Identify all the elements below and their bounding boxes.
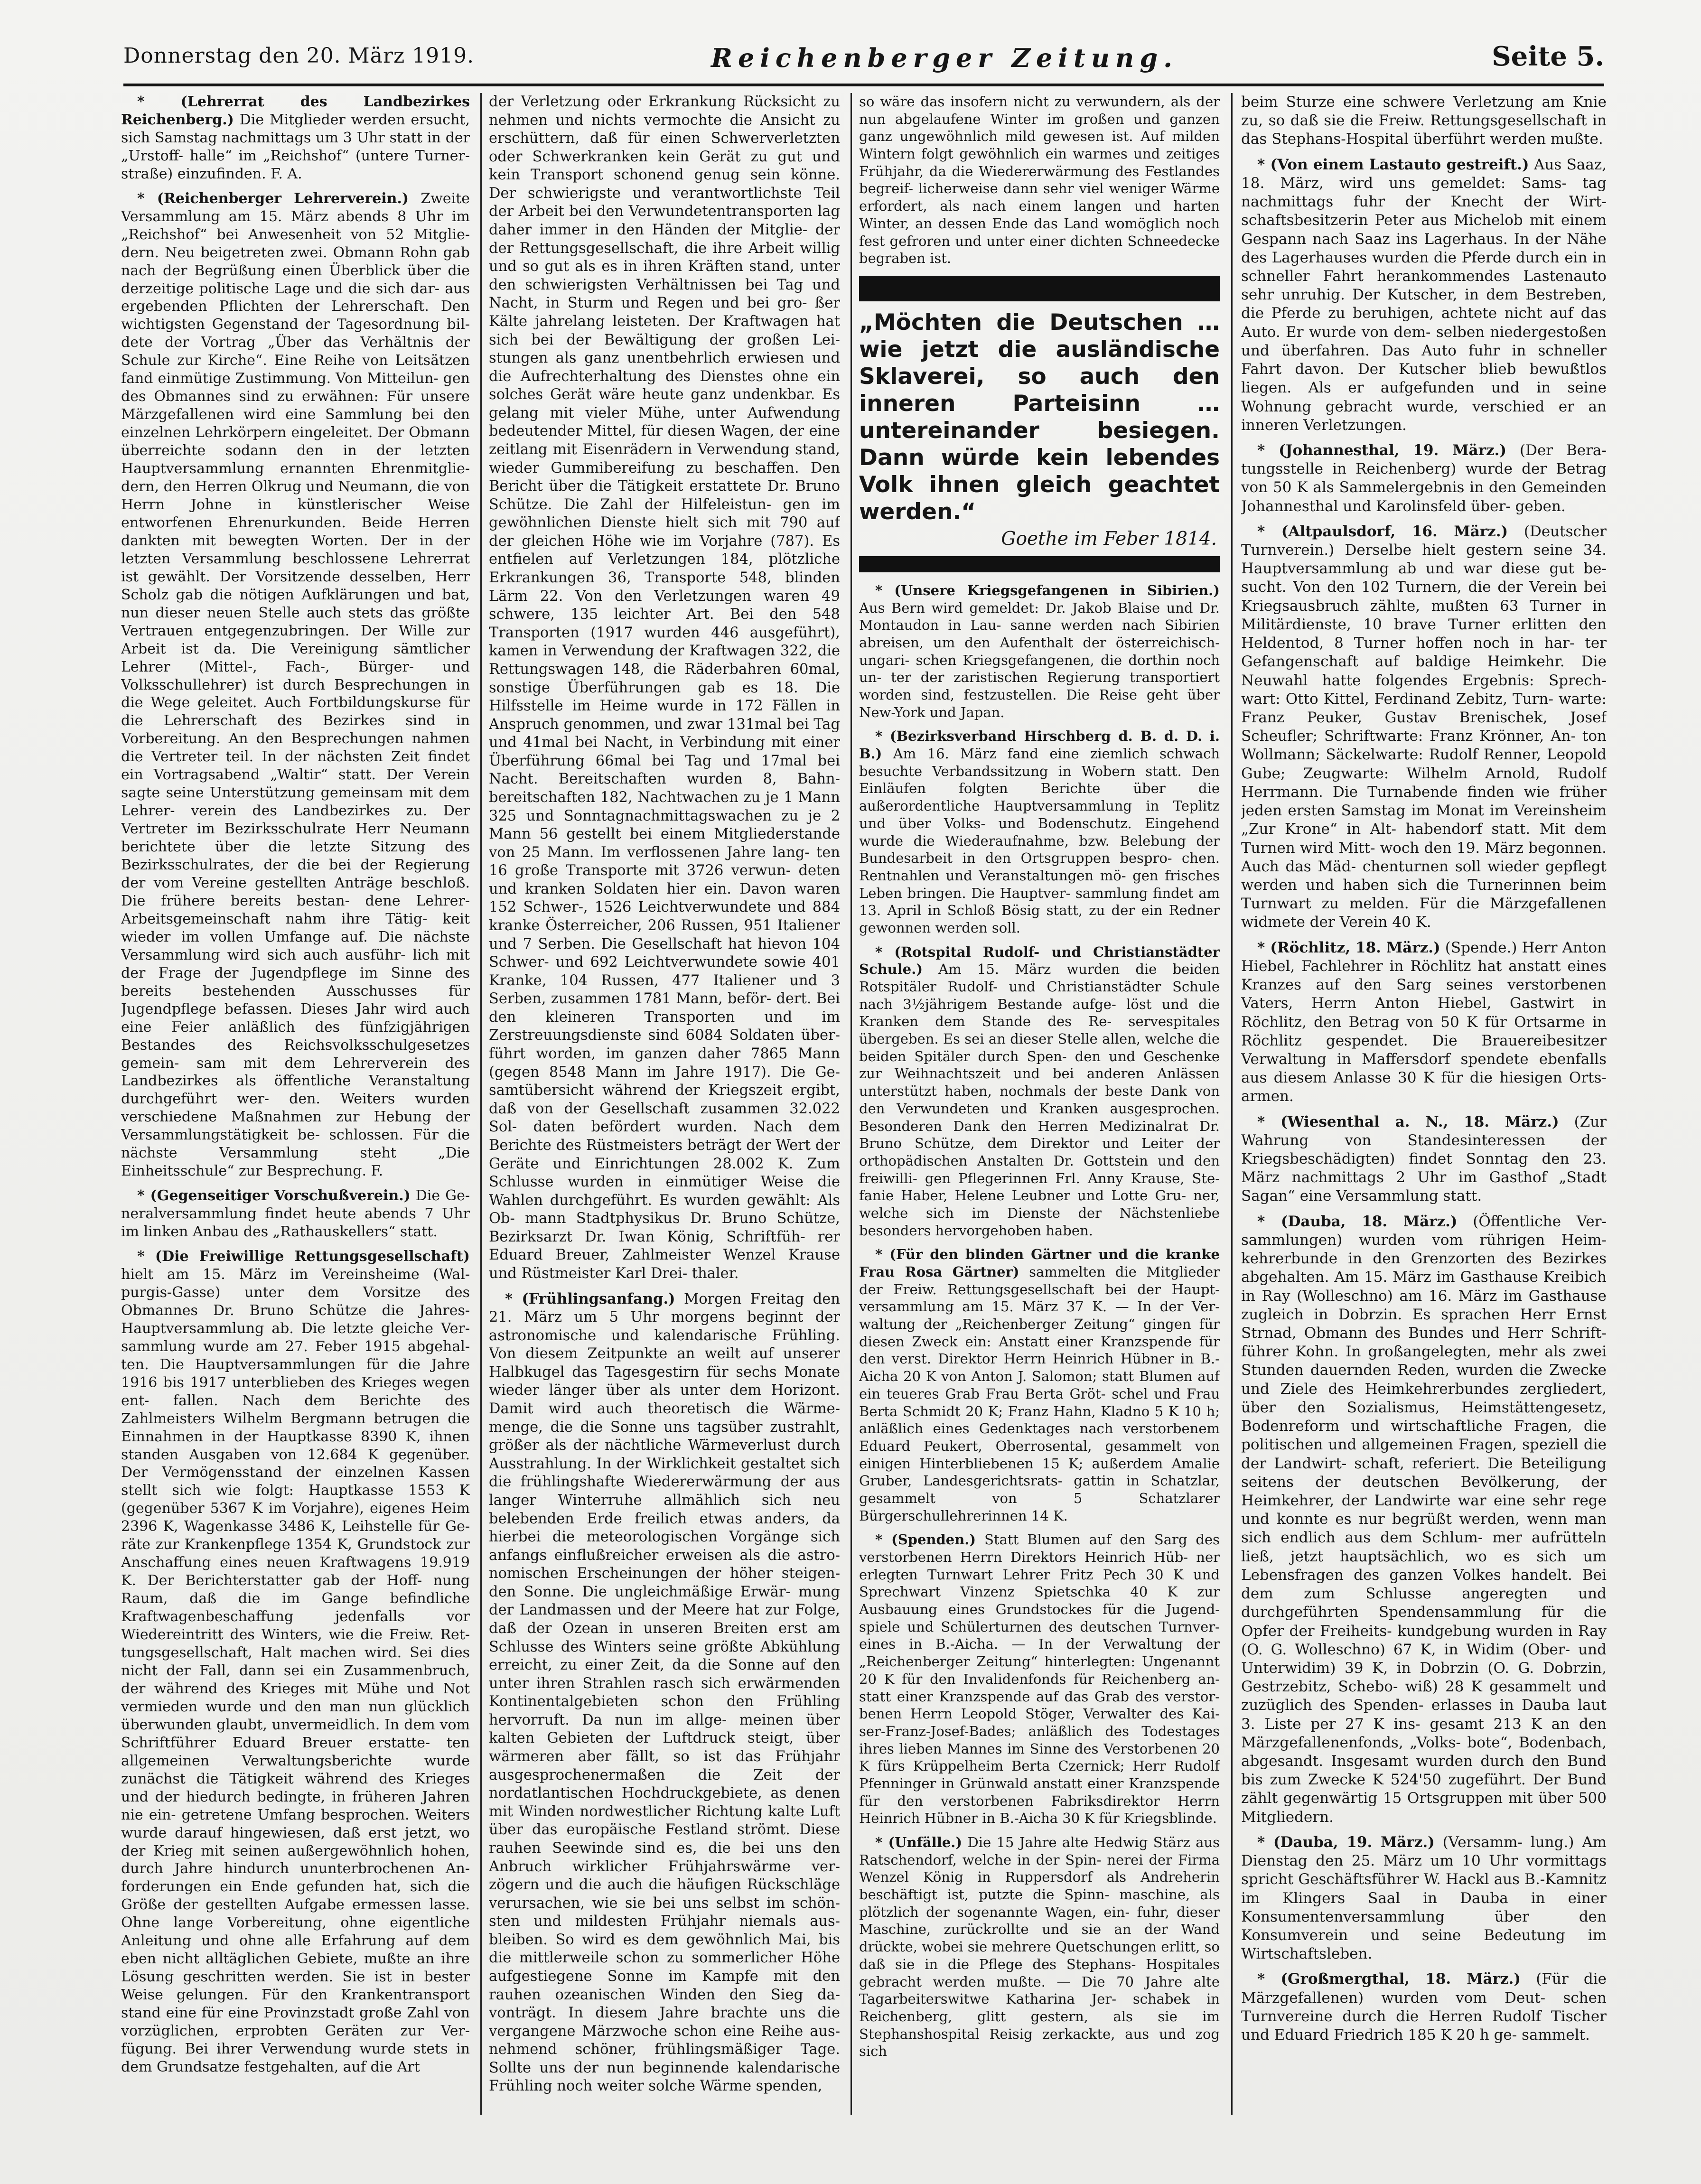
news-article bbox=[1241, 1833, 1607, 1964]
article-body: (Der Bera- tungsstelle in Reichenberg) wurde der Betrag von 50 K als Sammelergebnis in den Gemeinden Johannesthal und Karolinsfeld über- geben. bbox=[1241, 441, 1607, 515]
issue-date: Donnerstag den 20. März 1919. bbox=[123, 44, 475, 68]
article-headline: * (Johannesthal, 19. März.) bbox=[1257, 441, 1507, 459]
article-body: (Versamm- lung.) Am Dienstag den 25. März um 10 Uhr vormittags spricht Geschäftsführer W. Hackl aus B.-Kamnitz im Klingers Saal in Dauba in einer Konsumentenversammlung über den Konsumverein und seine Bedeutung im Wirtschaftsleben. bbox=[1241, 1833, 1607, 1963]
article-body: Am 15. März wurden die beiden Rotspitäler Rudolf- und Christianstädter Schule nach 3½jährigem Bestande aufge- löst und die Kranken dem Stande des Re- servespitales übergeben. Es sei an dieser Stelle allen, welche die beiden Spitäler durch Spen- den und Geschenke zur Weihnachtszeit und bei anderen Anlässen unterstützt haben, nochmals der beste Dank von den Verwundeten und Kranken ausgesprochen. Besonderen Dank den Herren Medizinalrat Dr. Bruno Schütze, dem Direktor und Leiter der orthopädischen Anstalten Dr. Gottstein und den freiwilli- gen Pflegerinnen Frl. Anny Krause, Ste- fanie Haber, Helene Leubner und Lotte Gru- ner, welche sich im Dienste der Nächstenliebe besonders hervorgehoben haben. bbox=[859, 961, 1220, 1239]
news-article bbox=[1241, 1970, 1607, 2044]
page-number: Seite 5. bbox=[1492, 41, 1604, 72]
article-body: (Für die Märzgefallenen) wurden vom Deut- schen Turnvereine durch die Herren Rudolf Tischer und Eduard Friedrich 185 K 20 h ge- sammelt. bbox=[1241, 1970, 1607, 2044]
news-article bbox=[489, 1290, 840, 2096]
article-body: Aus Saaz, 18. März, wird uns gemeldet: Sams- tag nachmittags fuhr der Knecht der Wirt- schaftsbesitzerin Peter aus Michelob mit einem Gespann nach Saaz ins Lagerhaus. In der Nähe des Lagerhauses wurden die Pferde durch ein in schneller Fahrt herankommendes Lastenauto sehr unruhig. Der Kutscher, in dem Bestreben, die Pferde zu beruhigen, achtete nicht auf das Auto. Er wurde von dem- selben niedergestoßen und überfahren. Das Auto fuhr in schneller Fahrt davon. Der Kutscher blieb bewußtlos liegen. Als er aufgefunden und in seine Wohnung gebracht wurde, verschied er an inneren Verletzungen. bbox=[1241, 156, 1607, 434]
news-article bbox=[859, 1246, 1220, 1524]
news-article bbox=[1241, 523, 1607, 932]
article-headline: * (Rotspital Rudolf- und Christianstädter Schule.) bbox=[859, 943, 1220, 978]
article-body: Die Ge- neralversammlung findet heute abends 7 Uhr im linken Anbau des „Rathauskellers“ statt. bbox=[121, 1187, 470, 1241]
article-headline: * (Röchlitz, 18. März.) bbox=[1257, 939, 1440, 956]
article-headline: * (Dauba, 19. März.) bbox=[1257, 1833, 1435, 1851]
article-body: (Zur Wahrung von Standesinteressen der Kriegsbeschädigten) findet Sonntag den 23. März nachmittags 2 Uhr im Gasthof „Stadt Sagan“ eine Versammlung statt. bbox=[1241, 1113, 1607, 1205]
article-headline: * (Gegenseitiger Vorschußverein.) bbox=[137, 1187, 411, 1204]
article-body: der Verletzung oder Erkrankung Rücksicht zu nehmen und nichts vermochte die Ansicht zu erschüttern, daß für einen Schwerverletzten oder Schwerkranken kein Gerät zu gut und kein Transport schonend genug sein könne. Der schwierigste und verantwortlichste Teil der Arbeit bei den Verwundetentransporten lag daher immer in den Händen der Mitglie- der der Rettungsgesellschaft, die ihre Arbeit willig und so gut als es in ihren Kräften stand, unter den schwierigsten Verhältnissen bei Tag und Nacht, in Sturm und Regen und bei gro- ßer Kälte jahrelang leisteten. Der Kraftwagen hat sich bei der Bewältigung der großen Lei- stungen als ganz unentbehrlich erwiesen und die Aufrechterhaltung des Dienstes ohne ein solches Gerät wäre heute ganz undenkbar. Es gelang mit vieler Mühe, unter Aufwendung bedeutender Mittel, für diesen Wagen, der eine zeitlang mit Eisenrädern in Verwendung stand, wieder Gummibereifung zu beschaffen. Den Bericht über die Tätigkeit erstattete Dr. Bruno Schütze. Die Zahl der Hilfeleistun- gen im gewöhnlichen Dienste hielt sich mit 790 auf der gleichen Höhe wie im Vorjahre (787). Es entfielen auf Verletzungen 184, plötzliche Erkrankungen 36, Transporte 548, blinden Lärm 22. Von den Verletzungen waren 49 schwere, 135 leichter Art. Bei den 548 Transporten (1917 wurden 446 ausgeführt), kamen in Verwendung der Kraftwagen 322, die Rettungswagen 148, die Räderbahren 60mal, sonstige Überführungen gab es 18. Die Hilfsstelle im Heime wurde in 172 Fällen in Anspruch genommen, und zwar 131mal bei Tag und 41mal bei Nacht, in Verbindung mit einer Überführung 66mal bei Tag und 17mal bei Nacht. Bereitschaften wurden 8, Bahn- bereitschaften 182, Nachtwachen zu je 1 Mann 325 und Sonntagnachmittagswachen zu je 2 Mann 56 gestellt bei einem Mitgliederstande von 25 Mann. Im verflossenen Jahre lang- ten 16 große Transporte mit 3726 verwun- deten und kranken Soldaten hier ein. Davon waren 152 Schwer-, 1526 Leichtverwundete und 884 kranke Österreicher, 206 Russen, 951 Italiener und 7 Serben. Die Gesellschaft hat hievon 104 Schwer- und 692 Leichtverwundete sowie 401 Kranke, 104 Russen, 477 Italiener und 3 Serben, zusammen 1781 Mann, beför- dert. Bei den kleineren Transporten und im Zerstreuungsdienste sind 6084 Soldaten über- führt worden, im ganzen daher 7865 Mann (gegen 8548 Mann im Jahre 1917). Die Ge- samtübersicht während der Kriegszeit ergibt, daß von der Gesellschaft zusammen 32.022 Sol- daten befördert wurden. Nach dem Berichte des Rüstmeisters beträgt der Wert der Geräte und Einrichtungen 28.002 K. Zum Schlusse wurden in einmütiger Weise die Wahlen durchgeführt. Es wurden gewählt: Als Ob- mann Stadtphysikus Dr. Bruno Schütze, Bezirksarzt Dr. Iwan König, Schriftfüh- rer Eduard Breuer, Zahlmeister Wenzel Krause und Rüstmeister Karl Drei- thaler. bbox=[489, 93, 840, 1282]
article-body: Zweite Versammlung am 15. März abends 8 Uhr im „Reichshof“ bei Anwesenheit von 52 Mitglie- dern. Neu beigetreten zwei. Obmann Rohn gab nach der Begrüßung einen Überblick über die derzeitige politische Lage und die sich dar- aus ergebenden Pflichten der Lehrerschaft. Den wichtigsten Gegenstand der Tagesordnung bil- dete der Vortrag „Über das Verhältnis der Schule zur Kirche“. Eine Reihe von Leitsätzen fand einmütige Zustimmung. Von Mitteilun- gen des Obmannes sind zu erwähnen: Für unsere Märzgefallenen wird eine Sammlung bei den einzelnen Lehrkörpern eingeleitet. Der Obmann überreichte sodann den in der letzten Hauptversammlung ernannten Ehrenmitglie- dern, den Herren Olkrug und Neumann, die von Herrn Johne in künstlerischer Weise entworfenen Ehrenurkunden. Beide Herren dankten mit bewegten Worten. Der in der letzten Versammlung beschlossene Lehrerrat ist gewählt. Der Vorsitzende desselben, Herr Scholz gab die nötigen Aufklärungen und bat, nun dieser neuen Stelle auch stets das größte Vertrauen entgegenzubringen. Der Wille zur Arbeit ist da. Die Vereinigung sämtlicher Lehrer (Mittel-, Fach-, Bürger- und Volksschullehrer) ist durch Besprechungen in die Wege geleitet. Auch Fortbildungskurse für die Lehrerschaft des Bezirkes sind in Vorbereitung. An den Besprechungen nahmen die Vertreter teil. In der nächsten Zeit findet ein Vortragsabend „Waltir“ statt. Der Verein sagte seine Unterstützung gemeinsam mit dem Lehrer- verein des Landbezirkes zu. Der Vertreter im Bezirksschulrate Herr Neumann berichtete über die letzte Sitzung des Bezirksschulrates, der die bei der Regierung der vom Vereine gestellten Anträge beschloß. Die frühere bereits bestan- dene Lehrer-Arbeitsgemeinschaft nahm ihre Tätig- keit wieder im vollen Umfange auf. Die nächste Versammlung wird sich auch ausführ- lich mit der Frage der Jugendpflege im Sinne des bereits bestehenden Ausschusses für Jugendpflege befassen. Dieses Jahr wird auch eine Feier anläßlich des fünfzigjährigen Bestandes des Reichsvolksschulgesetzes gemein- sam mit dem Lehrerverein des Landbezirkes als öffentliche Veranstaltung durchgeführt wer- den. Weiters wurden verschiedene Maßnahmen zur Hebung der Versammlungstätigkeit be- schlossen. Für die nächste Versammlung steht „Die Einheitsschule“ zur Besprechung. F. bbox=[121, 190, 470, 1180]
header-rule bbox=[123, 84, 1604, 86]
column-2 bbox=[489, 93, 840, 2115]
news-article bbox=[1241, 441, 1607, 516]
article-body: beim Sturze eine schwere Verletzung am Knie zu, so daß sie die Freiw. Rettungsgesellschaft in das Stephans-Hospital überführt werden mußte. bbox=[1241, 93, 1607, 148]
news-article bbox=[121, 1248, 470, 2076]
masthead-title: Reichenberger Zeitung. bbox=[711, 43, 1178, 73]
news-article bbox=[121, 93, 470, 183]
news-article bbox=[1241, 1113, 1607, 1206]
quote-source: Goethe im Feber 1814. bbox=[1001, 528, 1217, 550]
article-headline: * (Frühlingsanfang.) bbox=[505, 1290, 675, 1307]
article-body: so wäre das insofern nicht zu verwundern, als der nun abgelaufene Winter im großen und ganzen ganz ungewöhnlich mild gewesen ist. Auf milden Wintern folgt gewöhnlich ein warmes und zeitiges Frühjahr, da die Wiedererwärmung des Festlandes begreif- licherweise dann sehr viel weniger Wärme erfordert, als nach einem langen und harten Winter, an dessen Ende das Land womöglich noch fest gefroren und unter einer dichten Schneedecke begraben ist. bbox=[859, 93, 1220, 267]
article-body: hielt am 15. März im Vereinsheime (Wal- purgis-Gasse) unter dem Vorsitze des Obmannes Dr. Bruno Schütze die Jahres- Hauptversammlung ab. Die letzte gleiche Ver- sammlung wurde am 27. Feber 1915 abgehal- ten. Die Hauptversammlungen für die Jahre 1916 bis 1917 unterblieben des Krieges wegen ent- fallen. Nach dem Berichte des Zahlmeisters Wilhelm Bergmann betrugen die Einnahmen in der Hauptkasse 8390 K, ihnen standen Ausgaben von 12.684 K gegenüber. Der Vermögensstand der einzelnen Kassen stellt sich wie folgt: Hauptkasse 1553 K (gegenüber 5367 K im Vorjahre), eigenes Heim 2396 K, Wagenkasse 3486 K, Leihstelle für Ge- räte zur Krankenpflege 1354 K, Grundstock zur Anschaffung eines neuen Kraftwagens 19.919 K. Der Berichterstatter gab der Hoff- nung Raum, daß die im Gange befindliche Kraftwagenbeschaffung jedenfalls vor Wiedereintritt des Winters, wie die Freiw. Ret- tungsgesellschaft, Halt machen wird. Sei dies nicht der Fall, dann sei ein Zusammenbruch, der während des Krieges mit Mühe und Not vermieden wurde und den man nun glücklich überwunden glaubt, unvermeidlich. In dem vom Schriftführer Eduard Breuer erstatte- ten allgemeinen Verwaltungsberichte wurde zunächst die Tätigkeit während des Krieges und der hiedurch bedingte, in früheren Jahren nie ein- getretene Umfang besprochen. Weiters wurde darauf hingewiesen, daß erst jetzt, wo der Krieg mit seinen außergewöhnlich hohen, durch Jahre hindurch ununterbrochenen An- forderungen ein Ende gefunden hat, sich die Größe der gestellten Aufgabe ermessen lasse. Ohne lange Vorbereitung, ohne eigentliche Anleitung und ohne alle Erfahrung auf dem eben nicht alltäglichen Gebiete, mußte an ihre Lösung geschritten werden. Sie ist in bester Weise gelungen. Für den Krankentransport stand eine für eine Provinzstadt große Zahl von vorzüglichen, erprobten Geräten zur Ver- fügung. Bei ihrer Verwendung wurde stets in dem Grundsatze festgehalten, auf die Art bbox=[121, 1266, 470, 2075]
column-3 bbox=[859, 93, 1220, 2115]
article-body: Aus Bern wird gemeldet: Dr. Jakob Blaise und Dr. Montaudon in Lau- sanne werden nach Sibirien abreisen, um den Aufenthalt der österreichisch-ungari- schen Kriegsgefangenen, die dorthin noch un- ter der zaristischen Regierung transportiert worden sind, festzustellen. Die Reise geht über New-York und Japan. bbox=[859, 599, 1220, 720]
news-article bbox=[1241, 93, 1607, 149]
page-header bbox=[123, 41, 1604, 77]
quote-bar-bottom bbox=[859, 556, 1220, 572]
news-article bbox=[1241, 156, 1607, 435]
article-body: (Deutscher Turnverein.) Derselbe hielt gestern seine 34. Hauptversammlung ab und war diese gut be- sucht. Von den 102 Turnern, die der Verein bei Kriegsausbruch zählte, mußten 63 Turner in Militärdienste, 10 brave Turner erlitten den Heldentod, 8 Turner hoffen noch in har- ter Gefangenschaft auf baldige Heimkehr. Die Neuwahl hatte folgendes Ergebnis: Sprech- wart: Otto Kittel, Ferdinand Zebitz, Turn- warte: Franz Peuker, Gustav Brenischek, Josef Scheufler; Schriftwarte: Franz Krönner, An- ton Wollmann; Säckelwarte: Rudolf Renner, Leopold Gube; Zeugwarte: Wilhelm Arnold, Rudolf Herrmann. Die Turnabende finden wie früher jeden ersten Samstag im Monat im Vereinsheim „Zur Krone“ in Alt- habendorf statt. Mit dem Turnen wird Mitt- woch den 19. März begonnen. Auch das Mäd- chenturnen soll wieder gepflegt werden und haben sich die Turnerinnen beim Turnwart zu melden. Für die Märzgefallenen widmete der Verein 40 K. bbox=[1241, 523, 1607, 931]
article-columns bbox=[121, 93, 1607, 2115]
article-headline: * (Für den blinden Gärtner und die kranke Frau Rosa Gärtner) bbox=[859, 1246, 1220, 1280]
news-article bbox=[1241, 1213, 1607, 1827]
news-article bbox=[859, 943, 1220, 1240]
article-headline: * (Unfälle.) bbox=[875, 1834, 963, 1850]
article-body: (Öffentliche Ver- sammlungen) wurden vom rührigen Heim- kehrerbunde in den Grenzorten des Bezirkes abgehalten. Am 15. März im Gasthause Kreibich in Ray (Wolleschno) am 16. März im Gasthause zugleich in Dobrzin. Es sprachen Herr Ernst Strnad, Obmann des Bundes und Herr Schrift- führer Kohn. In großangelegten, mehr als zwei Stunden dauernden Reden, wurden die Zwecke und Ziele des Heimkehrerbundes zergliedert, über den Sozialismus, Heimstättengesetz, Bodenreform und wirtschaftliche Fragen, die politischen und allgemeinen Fragen, speziell die der Landwirt- schaft, referiert. Die Beteiligung seitens der deutschen Bevölkerung, der Heimkehrer, der Landwirte war eine sehr rege und konnte es nur begrüßt werden, wenn man sich endlich aus dem Schlum- mer aufrütteln ließ, jetzt hauptsächlich, wo es sich um Lebensfragen des ganzen Volkes handelt. Bei dem zum Schlusse angeregten und durchgeführten Spendensammlung für die Opfer der Freiheits- kundgebung wurden in Ray (O. G. Wolleschno) 67 K, in Widim (Ober- und Unterwidim) 39 K, in Dobrzin (O. G. Dobrzin, Gestrzebitz, Schebo- wiß) 28 K gesammelt und zuzüglich des Spenden- erlasses in Dauba laut 3. Liste per 27 K ins- gesamt 213 K an den Märzgefallenenfonds, „Volks- bote“, Bodenbach, abgesandt. Insgesamt wurden durch den Bund bis zum Zwecke K 524'50 zugeführt. Der Bund zählt gegenwärtig 15 Ortsgruppen mit über 500 Mitgliedern. bbox=[1241, 1213, 1607, 1826]
article-headline: * (Dauba, 18. März.) bbox=[1257, 1213, 1458, 1230]
article-body: sammelten die Mitglieder der Freiw. Rettungsgesellschaft bei der Haupt- versammlung am 15. März 37 K. — In der Ver- waltung der „Reichenberger Zeitung“ gingen für diesen Zweck ein: Anstatt einer Kranzspende für den verst. Direktor Herrn Heinrich Hübner in B.-Aicha 20 K von Anton J. Salomon; statt Blumen auf ein teueres Grab Frau Berta Gröt- schel und Frau Berta Schmidt 20 K; Franz Hahn, Kladno 5 K 10 h; anläßlich eines Gedenktages nach verstorbenem Eduard Peukert, Oberrosental, gesammelt von einigen Hinterbliebenen 15 K; außerdem Amalie Gruber, Landesgerichtsrats- gattin in Schatzlar, gesammelt von 5 Schatzlarer Bürgerschullehrerinnen 14 K. bbox=[859, 1264, 1220, 1524]
news-article bbox=[1241, 939, 1607, 1106]
article-headline: * (Großmergthal, 18. März.) bbox=[1257, 1970, 1521, 1988]
news-article bbox=[859, 728, 1220, 936]
news-article bbox=[859, 582, 1220, 721]
news-article bbox=[121, 1187, 470, 1241]
article-headline: * (Unsere Kriegsgefangenen in Sibirien.) bbox=[875, 582, 1220, 598]
article-body: (Spende.) Herr Anton Hiebel, Fachlehrer in Röchlitz hat anstatt eines Kranzes auf den Sarg seines verstorbenen Vaters, Herrn Anton Hiebel, Gastwirt in Röchlitz, den Betrag von 50 K für Ortsarme in Röchlitz gespendet. Die Brauereibesitzer Verwaltung in Maffersdorf spendete ebenfalls aus diesem Anlasse 30 K für die hiesigen Orts- armen. bbox=[1241, 939, 1607, 1105]
article-body: Am 16. März fand eine ziemlich schwach besuchte Verbandssitzung in Wobern statt. Den Einläufen folgten Berichte über die außerordentliche Hauptversammlung in Teplitz und über Volks- und Bodenschutz. Eingehend wurde die Wiederaufnahme, bzw. Belebung der Bundesarbeit in den Ortsgruppen bespro- chen. Rentnahlen und Veranstaltungen mö- gen frisches Leben bringen. Die Hauptver- sammlung findet am 13. April in Schloß Bösig statt, zu der ein Redner gewonnen werden soll. bbox=[859, 746, 1220, 936]
goethe-quote: „Möchten die Deutschen … wie jetzt die ausländische Sklaverei, so auch den inneren Parteisinn … untereinander besiegen. Dann würde kein lebendes Volk ihnen gleich geachtet werden.“ bbox=[859, 309, 1220, 525]
column-1 bbox=[121, 93, 470, 2115]
article-headline: * (Bezirksverband Hirschberg d. B. d. D. i. B.) bbox=[859, 728, 1220, 762]
article-headline: * (Spenden.) bbox=[875, 1531, 976, 1548]
article-headline: * (Reichenberger Lehrerverein.) bbox=[137, 190, 409, 207]
article-headline: * (Lehrerrat des Landbezirkes Reichenberg.) bbox=[121, 93, 470, 128]
article-headline: * (Von einem Lastauto gestreift.) bbox=[1257, 156, 1529, 173]
article-headline: * (Die Freiwillige Rettungsgesellschaft) bbox=[137, 1248, 470, 1265]
news-article bbox=[859, 1531, 1220, 1827]
news-article bbox=[859, 1834, 1220, 2060]
news-article bbox=[489, 93, 840, 1283]
article-headline: * (Altpaulsdorf, 16. März.) bbox=[1257, 523, 1508, 540]
quote-bar-top bbox=[859, 276, 1220, 301]
article-body: Morgen Freitag den 21. März um 5 Uhr morgens beginnt der astronomische und kalendarische Frühling. Von diesem Zeitpunkte an weilt auf unserer Halbkugel das Tagesgestirn für sechs Monate wieder länger über als unter dem Horizont. Damit wird auch theoretisch die Wärme- menge, die die Sonne uns tagsüber zustrahlt, größer als der nächtliche Wärmeverlust durch Ausstrahlung. In der Wirklichkeit gestaltet sich die frühlingshafte Wiedererwärmung der aus langer Winterruhe allmählich sich neu belebenden Erde freilich etwas anders, da hierbei die meteorologischen Vorgänge sich anfangs einflußreicher erweisen als die astro- nomischen Erscheinungen der höher steigen- den Sonne. Die ungleichmäßige Erwär- mung der Landmassen und der Meere hat zur Folge, daß der Ozean in unseren Breiten erst am Schlusse des Winters seine größte Abkühlung erreicht, zu einer Zeit, da die Sonne auf den unter ihren Strahlen rasch sich erwärmenden Kontinentalgebieten schon den Frühling hervorruft. Da nun im allge- meinen über kalten Gebieten der Luftdruck steigt, über wärmeren aber fällt, so ist das Frühjahr ausgesprochenermaßen die Zeit der nordatlantischen Hochdruckgebiete, as denen mit Winden nordwestlicher Richtung kalte Luft über das europäische Festland strömt. Diese rauhen Seewinde sind es, die bei uns den Anbruch wirklicher Frühjahrswärme ver- zögern und die auch die häufigen Rückschläge verursachen, wie sie bei uns selbst im schön- sten und mildesten Frühjahr niemals aus- bleiben. So wird es dem gewöhnlich Mai, bis die mittlerweile schon zu sommerlicher Höhe aufgestiegene Sonne im Kampfe mit den rauhen ozeanischen Winden den Sieg da- vonträgt. In diesem Jahre brachte uns die vergangene Märzwoche schon eine Reihe aus- nehmend schöner, frühlingsmäßiger Tage. Sollte uns der nun beginnende kalendarische Frühling noch weiter solche Wärme spenden, bbox=[489, 1290, 840, 2095]
news-article bbox=[121, 190, 470, 1180]
column-4 bbox=[1241, 93, 1607, 2115]
article-body: Die Mitglieder werden ersucht, sich Samstag nachmittags um 3 Uhr statt in der „Urstoff- halle“ im „Reichshof“ (untere Turner- straße) einzufinden. F. A. bbox=[121, 111, 470, 182]
article-body: Die 15 Jahre alte Hedwig Stärz aus Ratschendorf, welche in der Spin- nerei der Firma Wenzel König in Ruppersdorf als Andreherin beschäftigt ist, putzte die Spinn- maschine, als plötzlich der sogenannte Wagen, ein- fuhr, dieser Maschine, zurückrollte und sie an der Wand drückte, wobei sie mehrere Quetschungen erlitt, so daß sie in die Pflege des Stephans- Hospitales gebracht werden mußte. — Die 70 Jahre alte Tagarbeiterswitwe Katharina Jer- schabek in Reichenberg, glitt gestern, als sie im Stephanshospital Reisig zerkackte, aus und zog sich bbox=[859, 1834, 1220, 2060]
article-body: Statt Blumen auf den Sarg des verstorbenen Herrn Direktors Heinrich Hüb- ner erlegten Turnwart Lehrer Fritz Pech 30 K und Sprechwart Vinzenz Spietschka 40 K zur Ausbauung eines Grundstockes für die Jugend- spiele und Schülerturnen des deutschen Turnver- eines in B.-Aicha. — In der Verwaltung der „Reichenberger Zeitung“ hinterlegten: Ungenannt 20 K für den Invalidenfonds für Reichenberg an- statt einer Kranzspende auf das Grab des verstor- benen Herrn Leopold Stöger, Verwalter des Kai- ser-Franz-Josef-Bades; anläßlich des Todestages ihres lieben Mannes im Sinne des Verstorbenen 20 K fürs Krüppelheim Berta Czernick; Herr Rudolf Pfenninger in Grünwald anstatt einer Kranzspende für den verstorbenen Fabriksdirektor Herrn Heinrich Hübner in B.-Aicha 30 K für Kriegsblinde. bbox=[859, 1531, 1220, 1827]
news-article bbox=[859, 93, 1220, 267]
article-headline: * (Wiesenthal a. N., 18. März.) bbox=[1257, 1113, 1559, 1130]
